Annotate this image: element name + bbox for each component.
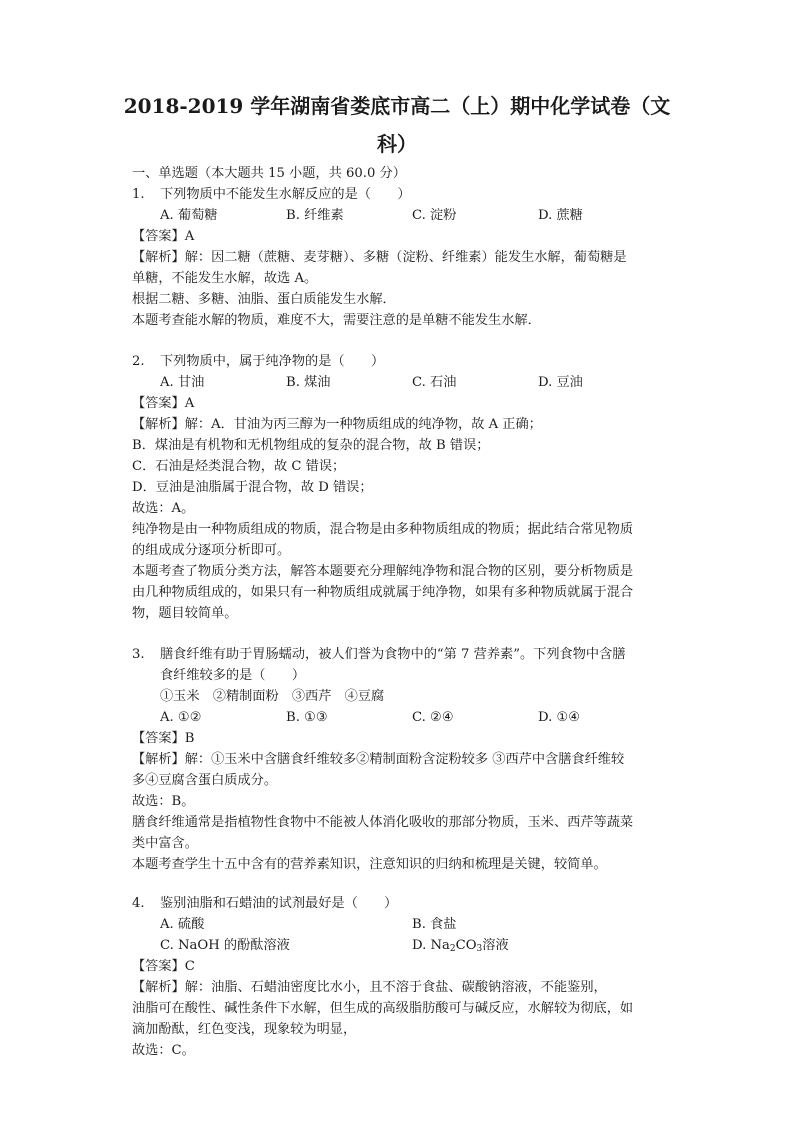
q2-option-d: D. 豆油 [538, 375, 583, 390]
question-number: 4. [132, 896, 145, 911]
q1-answer: 【答案】A [132, 229, 195, 244]
q2-analysis-line: B．煤油是有机物和无机物组成的复杂的混合物，故 B 错误； [132, 438, 490, 453]
q4-analysis-line: 【解析】解：油脂、石蜡油密度比水小，且不溶于食盐、碳酸钠溶液，不能鉴别， [132, 980, 607, 995]
question-text: 下列物质中不能发生水解反应的是（ ） [160, 187, 411, 202]
question-text: 膳食纤维有助于胃肠蠕动，被人们誉为食物中的“第 7 营养素”。下列食物中含膳 [160, 647, 626, 662]
q3-analysis-line: 多④豆腐含蛋白质成分。 [132, 773, 278, 788]
q1-option-a: A. 葡萄糖 [160, 208, 218, 223]
question-number: 2. [132, 354, 145, 369]
option-text: 溶液 [482, 938, 509, 953]
question-number: 3. [132, 647, 145, 662]
q3-items: ①玉米 ②精制面粉 ③西芹 ④豆腐 [160, 689, 385, 704]
option-text: D. Na [412, 938, 450, 953]
section-heading: 一、单选题（本大题共 15 小题，共 60.0 分） [132, 166, 406, 181]
question-3-stem [132, 645, 672, 666]
q2-analysis-line: D．豆油是油脂属于混合物，故 D 错误； [132, 480, 373, 495]
q1-option-c: C. 淀粉 [412, 208, 457, 223]
q2-analysis-line: 本题考查了物质分类方法，解答本题要充分理解纯净物和混合物的区别，要分析物质是 [132, 564, 634, 579]
q4-option-b: B. 食盐 [412, 917, 457, 932]
q3-analysis-line: 本题考查学生十五中含有的营养素知识，注意知识的归纳和梳理是关键，较简单。 [132, 857, 607, 872]
question-3-stem-cont: 食纤维较多的是（ ） [160, 668, 306, 683]
exam-title-line1: 2018-2019 学年湖南省娄底市高二（上）期中化学试卷（文 [123, 94, 671, 118]
exam-title-line2: 科） [377, 132, 417, 156]
q2-analysis-line: 纯净物是由一种物质组成的物质，混合物是由多种物质组成的物质；据此结合常见物质 [132, 522, 634, 537]
option-text: CO [455, 938, 477, 953]
q3-analysis-line: 类中富含。 [132, 836, 198, 851]
question-text: 鉴别油脂和石蜡油的试剂最好是（ ） [160, 896, 398, 911]
q2-analysis-line: C．石油是烃类混合物，故 C 错误； [132, 459, 346, 474]
q1-analysis-line: 本题考查能水解的物质，难度不大，需要注意的是单糖不能发生水解． [132, 313, 541, 328]
q2-option-a: A. 甘油 [160, 375, 205, 390]
q1-analysis-line: 根据二糖、多糖、油脂、蛋白质能发生水解． [132, 292, 396, 307]
question-1-stem [132, 185, 672, 206]
q2-analysis-line: 物，题目较简单。 [132, 606, 238, 621]
question-4-stem [132, 894, 672, 915]
q4-analysis-line: 油脂可在酸性、碱性条件下水解，但生成的高级脂肪酸可与碱反应，水解较为彻底，如 [132, 1001, 634, 1016]
q1-option-d: D. 蔗糖 [538, 208, 583, 223]
q2-analysis-line: 故选：A。 [132, 501, 195, 516]
q3-analysis-line: 故选：B。 [132, 794, 195, 809]
question-number: 1. [132, 187, 145, 202]
q3-analysis-line: 【解析】解：①玉米中含膳食纤维较多②精制面粉含淀粉较多 ③西芹中含膳食纤维较 [132, 752, 625, 767]
q1-option-b: B. 纤维素 [286, 208, 344, 223]
subscript: 2 [449, 944, 456, 954]
question-2-stem [132, 352, 672, 373]
q2-answer: 【答案】A [132, 396, 195, 411]
q4-option-a: A. 硫酸 [160, 917, 205, 932]
q2-option-c: C. 石油 [412, 375, 457, 390]
subscript: 3 [476, 944, 483, 954]
q3-answer: 【答案】B [132, 731, 195, 746]
q2-analysis-line: 的组成成分逐项分析即可。 [132, 543, 291, 558]
q1-analysis-line: 【解析】解：因二糖（蔗糖、麦芽糖）、多糖（淀粉、纤维素）能发生水解，葡萄糖是 [132, 250, 627, 265]
q4-answer: 【答案】C [132, 959, 195, 974]
q3-analysis-line: 膳食纤维通常是指植物性食物中不能被人体消化吸收的那部分物质，玉米、西芹等蔬菜 [132, 815, 634, 830]
q4-analysis-line: 滴加酚酞，红色变浅，现象较为明显， [132, 1022, 357, 1037]
q2-analysis-line: 【解析】解：A．甘油为丙三醇为一种物质组成的纯净物，故 A 正确； [132, 417, 542, 432]
q3-option-c: C. ②④ [412, 710, 454, 725]
q3-option-b: B. ①③ [286, 710, 328, 725]
q3-option-d: D. ①④ [538, 710, 581, 725]
q4-option-c: C. NaOH 的酚酞溶液 [160, 938, 290, 953]
question-text: 下列物质中，属于纯净物的是（ ） [160, 354, 385, 369]
q1-analysis-line: 单糖，不能发生水解，故选 A。 [132, 271, 318, 286]
q3-option-a: A. ①② [160, 710, 202, 725]
q2-analysis-line: 由几种物质组成的，如果只有一种物质组成就属于纯净物，如果有多种物质就属于混合 [132, 585, 634, 600]
q4-analysis-line: 故选：C。 [132, 1043, 195, 1058]
q2-option-b: B. 煤油 [286, 375, 331, 390]
